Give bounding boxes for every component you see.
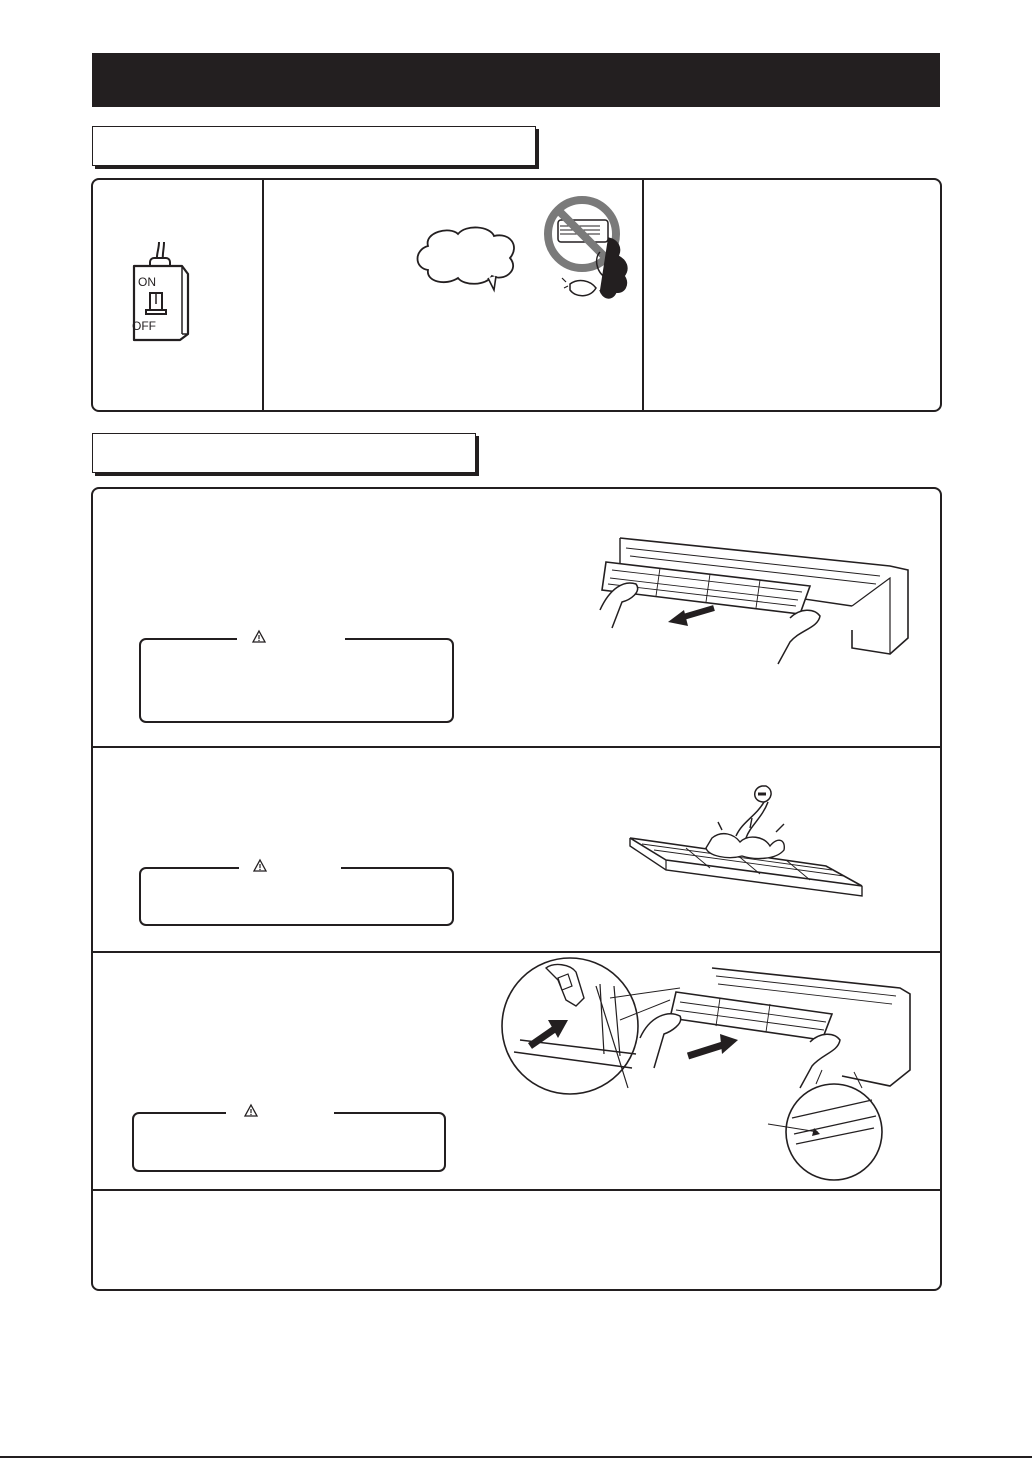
before-cleaning-panel	[91, 178, 942, 412]
caution-box-2	[139, 867, 454, 926]
switch-on-label: ON	[138, 275, 156, 289]
filter-removal-illustration	[590, 518, 920, 666]
caution-box-3	[132, 1112, 446, 1172]
no-water-spray-icon	[540, 194, 640, 308]
caution-box-1	[139, 638, 454, 723]
filter-reinsertion-illustration	[500, 958, 918, 1180]
filter-washing-illustration	[626, 776, 866, 912]
switch-off-label: OFF	[132, 319, 156, 333]
panel-divider	[642, 180, 644, 410]
warning-triangle-icon	[244, 1104, 258, 1117]
power-switch-icon	[126, 242, 196, 342]
speech-cloud-icon	[410, 224, 522, 294]
step-divider	[93, 746, 940, 748]
section-heading-before-cleaning	[92, 126, 536, 166]
step-divider	[93, 951, 940, 953]
page-title-bar	[92, 53, 940, 107]
warning-triangle-icon	[252, 630, 266, 643]
warning-triangle-icon	[253, 859, 267, 872]
caution-tab	[226, 1112, 334, 1116]
step-divider	[93, 1189, 940, 1191]
panel-divider	[262, 180, 264, 410]
section-heading-filter	[92, 433, 476, 473]
